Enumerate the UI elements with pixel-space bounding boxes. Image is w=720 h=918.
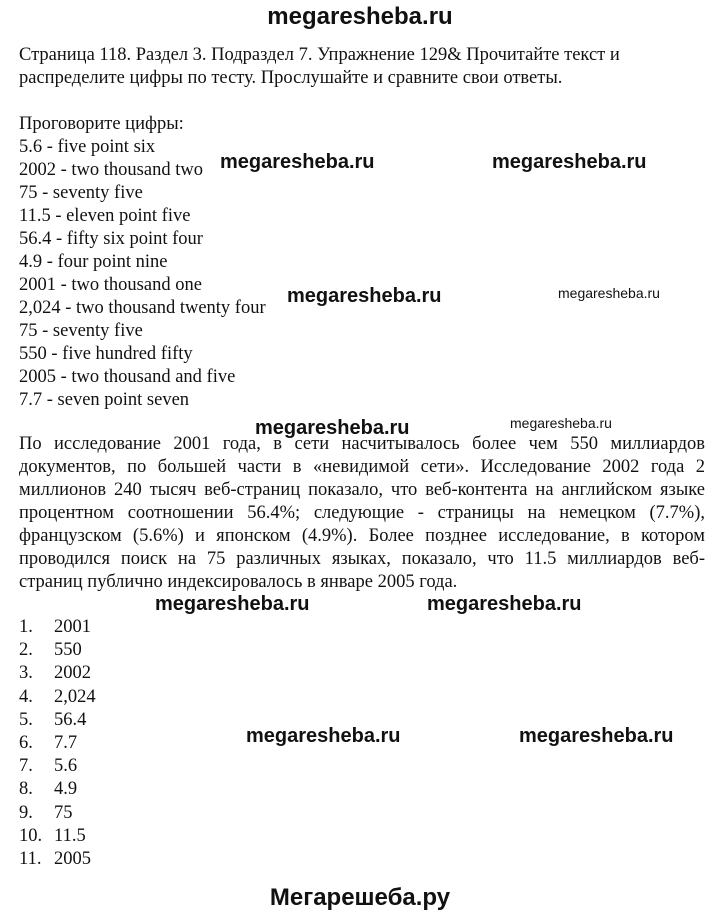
answer-value: 75 bbox=[54, 802, 73, 823]
answer-row bbox=[19, 755, 96, 778]
answer-number: 4. bbox=[19, 686, 33, 707]
number-item: 56.4 - fifty six point four bbox=[19, 229, 203, 249]
answer-row bbox=[19, 825, 96, 848]
answer-row bbox=[19, 639, 96, 662]
number-item: 2001 - two thousand one bbox=[19, 275, 202, 295]
answer-number: 2. bbox=[19, 640, 33, 661]
watermark: megaresheba.ru bbox=[492, 151, 647, 173]
number-item: 2005 - two thousand and five bbox=[19, 367, 236, 387]
watermark: megaresheba.ru bbox=[510, 415, 612, 431]
answer-number: 9. bbox=[19, 802, 33, 823]
numbers-title: Проговорите цифры: bbox=[19, 114, 184, 134]
answer-number: 6. bbox=[19, 733, 33, 754]
watermark: megaresheba.ru bbox=[558, 285, 660, 301]
task-instructions: Страница 118. Раздел 3. Подраздел 7. Упражнение 129& Прочитайте текст и распределите цифры по тесту. Прослушайте и сравните свои ответы. bbox=[19, 45, 620, 88]
answer-row bbox=[19, 732, 96, 755]
answer-row bbox=[19, 616, 96, 639]
answer-number: 8. bbox=[19, 779, 33, 800]
answer-row bbox=[19, 802, 96, 825]
answer-value: 11.5 bbox=[54, 825, 86, 846]
answer-number: 11. bbox=[19, 849, 42, 870]
answer-value: 2002 bbox=[54, 663, 91, 684]
answer-value: 56.4 bbox=[54, 709, 87, 730]
watermark: megaresheba.ru bbox=[255, 417, 410, 439]
number-item: 2,024 - two thousand twenty four bbox=[19, 298, 266, 318]
watermark: megaresheba.ru bbox=[220, 151, 375, 173]
number-item: 11.5 - eleven point five bbox=[19, 206, 191, 226]
answer-value: 7.7 bbox=[54, 733, 78, 754]
answer-value: 5.6 bbox=[54, 756, 78, 777]
answer-value: 550 bbox=[54, 640, 82, 661]
answer-number: 5. bbox=[19, 709, 33, 730]
watermark: megaresheba.ru bbox=[246, 725, 401, 747]
answer-row bbox=[19, 662, 96, 685]
answer-row bbox=[19, 709, 96, 732]
number-item: 75 - seventy five bbox=[19, 183, 143, 203]
watermark: megaresheba.ru bbox=[427, 593, 582, 615]
answers-list bbox=[19, 616, 96, 871]
number-item: 2002 - two thousand two bbox=[19, 160, 203, 180]
answer-value: 2,024 bbox=[54, 686, 96, 707]
answer-number: 1. bbox=[19, 617, 33, 637]
watermark: megaresheba.ru bbox=[155, 593, 310, 615]
number-item: 5.6 - five point six bbox=[19, 137, 156, 157]
number-item: 7.7 - seven point seven bbox=[19, 390, 190, 410]
number-item: 4.9 - four point nine bbox=[19, 252, 168, 272]
watermark: megaresheba.ru bbox=[519, 725, 674, 747]
watermark: megaresheba.ru bbox=[287, 285, 442, 307]
answer-number: 7. bbox=[19, 756, 33, 777]
answer-row bbox=[19, 686, 96, 709]
site-footer: Мегарешеба.ру bbox=[269, 884, 451, 911]
answer-number: 10. bbox=[19, 825, 43, 846]
answer-row bbox=[19, 848, 96, 871]
site-header: megaresheba.ru bbox=[267, 3, 453, 30]
number-item: 550 - five hundred fifty bbox=[19, 344, 193, 364]
number-item: 75 - seventy five bbox=[19, 321, 143, 341]
answer-value: 2001 bbox=[54, 617, 91, 637]
answer-value: 2005 bbox=[54, 849, 91, 870]
answer-row bbox=[19, 778, 96, 801]
reading-text: По исследование 2001 года, в сети насчитывалось более чем 550 миллиардов документов, по большей части в «невидимой сети». Исследование 2002 года 2 миллионов 240 тысяч веб-страниц показало, что веб-контента на английском языке процентном соотношении 56.4%; следующие - страницы на немецком (7.7%), французском (5.6%) и японском (4.9%). Более позднее исследование, в котором проводился поиск на 75 различных языках, показало, что 11.5 миллиардов веб-страниц публично индексировалось в январе 2005 года. bbox=[19, 434, 705, 592]
answer-number: 3. bbox=[19, 663, 33, 684]
answer-value: 4.9 bbox=[54, 779, 78, 800]
